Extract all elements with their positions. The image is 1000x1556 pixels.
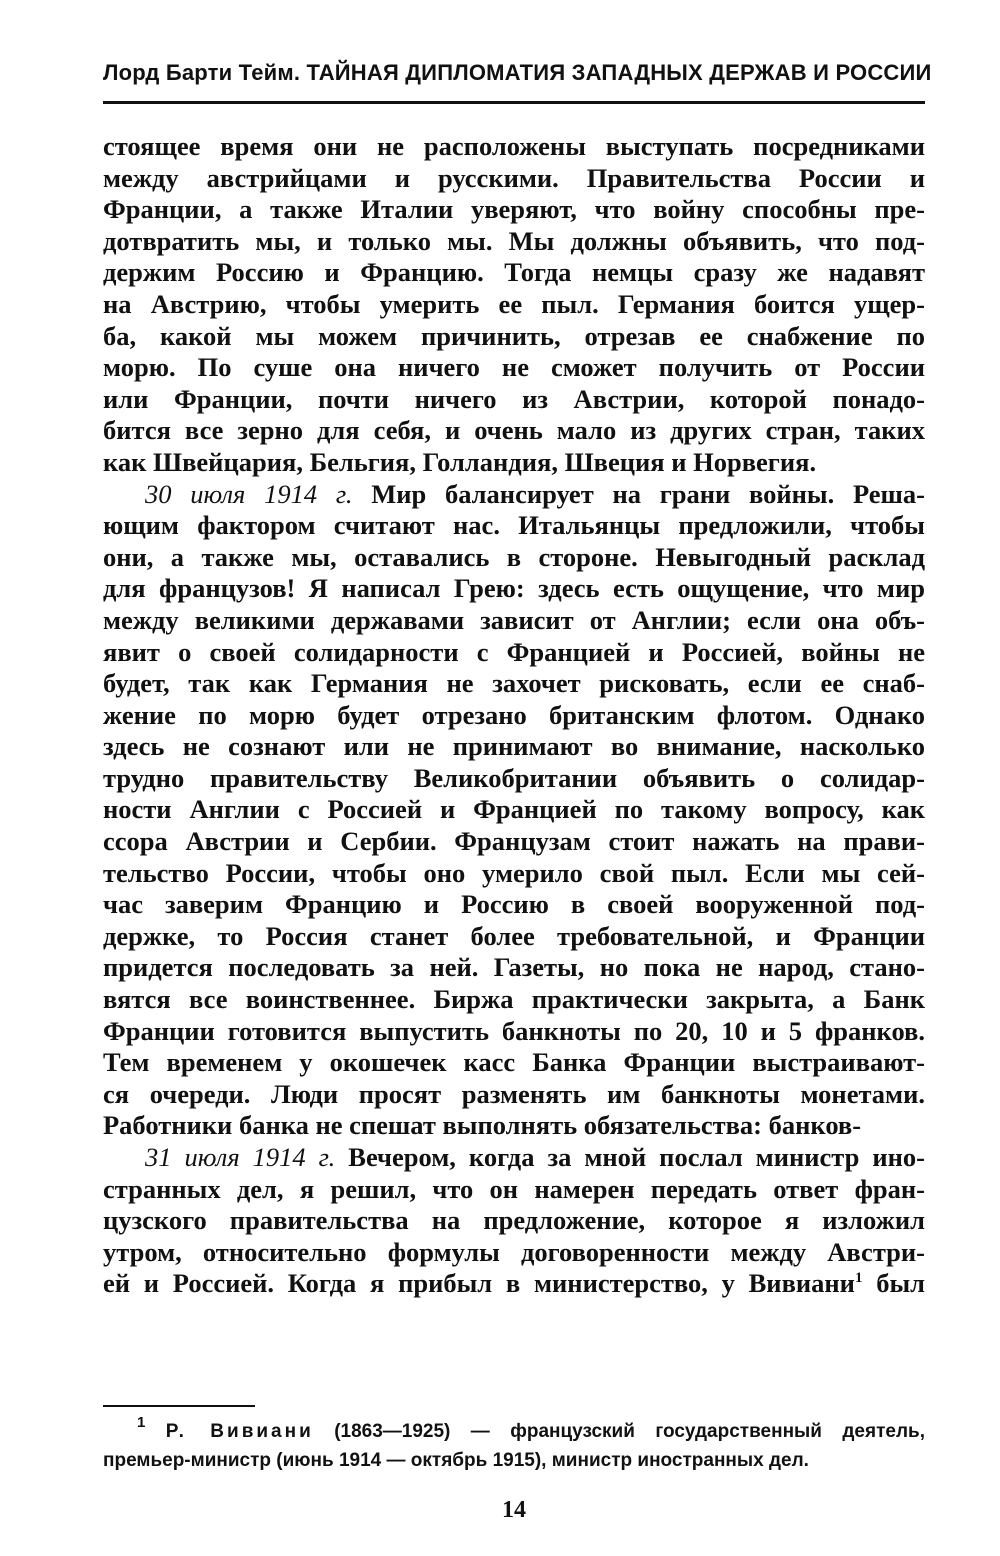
text-line: будет, так как Германия не захочет рисковать, если ее снаб- xyxy=(103,668,925,699)
text-line: цузского правительства на предложение, которое я изложил xyxy=(103,1205,925,1236)
text-line: Тем временем у окошечек касс Банка Франции выстраивают- xyxy=(103,1047,925,1078)
entry-date: 30 июля 1914 г. xyxy=(145,478,353,509)
text-line: ссора Австрии и Сербии. Французам стоит нажать на прави- xyxy=(103,826,925,857)
text-line xyxy=(103,479,925,511)
text-line: утром, относительно формулы договоренности между Австри- xyxy=(103,1236,925,1267)
text-line: трудно правительству Великобритании объявить о солидар- xyxy=(103,762,925,793)
text-line: на Австрию, чтобы умерить ее пыл. Германия боится ущер- xyxy=(103,288,925,319)
paragraph-continued xyxy=(103,131,925,479)
text-line: тельство России, чтобы оно умерило свой пыл. Если мы сей- xyxy=(103,857,925,888)
footnote-rule xyxy=(103,1405,255,1407)
text-line: странных дел, я решил, что он намерен передать ответ фран- xyxy=(103,1173,925,1204)
text-line: час заверим Францию и Россию в своей вооруженной под- xyxy=(103,889,925,920)
text-line: вятся все воинственнее. Биржа практически закрыта, а Банк xyxy=(103,984,925,1015)
footnote-text: (1863—1925) — французский государственный деятель, xyxy=(313,1421,925,1442)
text-line: ба, какой мы можем причинить, отрезав ее снабжение по xyxy=(103,320,925,351)
diary-entry-july-31 xyxy=(103,1142,925,1300)
text-line: явит о своей солидарности с Францией и Россией, войны не xyxy=(103,636,925,667)
text-line: как Швейцария, Бельгия, Голландия, Швеция и Норвегия. xyxy=(103,446,817,477)
text-line xyxy=(103,1142,925,1174)
text-line: Франции, а также Италии уверяют, что войну способны пре- xyxy=(103,194,925,225)
line-text: ей и Россией. Когда я прибыл в министерство, у Вивиани xyxy=(103,1268,855,1299)
text-line: между великими державами зависит от Англии; если она объ- xyxy=(103,604,925,635)
text-line: Франции готовится выпустить банкноты по 20, 10 и 5 франков. xyxy=(103,1015,925,1046)
header-rule xyxy=(103,101,925,104)
footnote xyxy=(103,1414,925,1475)
text-line: ющим фактором считают нас. Итальянцы предложили, чтобы xyxy=(103,510,925,541)
text-line: здесь не сознают или не принимают во внимание, насколько xyxy=(103,731,925,762)
body-text xyxy=(103,131,925,1300)
text-line: бится все зерно для себя, и очень мало из других стран, таких xyxy=(103,415,925,446)
entry-date: 31 июля 1914 г. xyxy=(145,1142,336,1172)
text-line: или Франции, почти ничего из Австрии, которой понадо- xyxy=(103,383,925,414)
text-line: стоящее время они не расположены выступать посредниками xyxy=(103,131,925,161)
footnote-person-name: Р. Вивиани xyxy=(165,1421,314,1442)
text-line: держим Россию и Францию. Тогда немцы сразу же надавят xyxy=(103,257,925,288)
text-line: ности Англии с Россией и Францией по такому вопросу, как xyxy=(103,794,925,825)
diary-entry-july-30 xyxy=(103,479,925,1142)
running-title: Лорд Барти Тейм. ТАЙНАЯ ДИПЛОМАТИЯ ЗАПАДНЫХ ДЕРЖАВ И РОССИИ xyxy=(103,60,932,85)
footnote-marker: 1 xyxy=(137,1414,146,1431)
text-line: держке, то Россия станет более требовательной, и Франции xyxy=(103,920,925,951)
entry-first-line-text: Мир балансирует на грани войны. Реша- xyxy=(371,478,925,509)
text-line: морю. По суше она ничего не сможет получить от России xyxy=(103,352,925,383)
footnote-line xyxy=(103,1414,925,1446)
page-number: 14 xyxy=(502,1497,526,1523)
footnote-line: премьер-министр (июнь 1914 — октябрь 1915), министр иностранных дел. xyxy=(103,1450,809,1471)
text-line xyxy=(103,1268,925,1300)
text-line: придется последовать за ней. Газеты, но пока не народ, стано- xyxy=(103,952,925,983)
text-line: они, а также мы, оставались в стороне. Невыгодный расклад xyxy=(103,541,925,572)
line-tail: был xyxy=(862,1268,926,1299)
text-line: дотвратить мы, и только мы. Мы должны объявить, что под- xyxy=(103,225,925,256)
text-line: ся очереди. Люди просят разменять им банкноты монетами. xyxy=(103,1078,925,1109)
text-line: для французов! Я написал Грею: здесь есть ощущение, что мир xyxy=(103,573,925,604)
text-line: жение по морю будет отрезано британским флотом. Однако xyxy=(103,699,925,730)
entry-first-line-text: Вечером, когда за мной послал министр ино- xyxy=(348,1142,925,1172)
text-line: между австрийцами и русскими. Правительства России и xyxy=(103,162,925,193)
text-line: Работники банка не спешат выполнять обязательства: банков- xyxy=(103,1110,862,1141)
footnote-reference[interactable]: 1 xyxy=(854,1270,863,1287)
